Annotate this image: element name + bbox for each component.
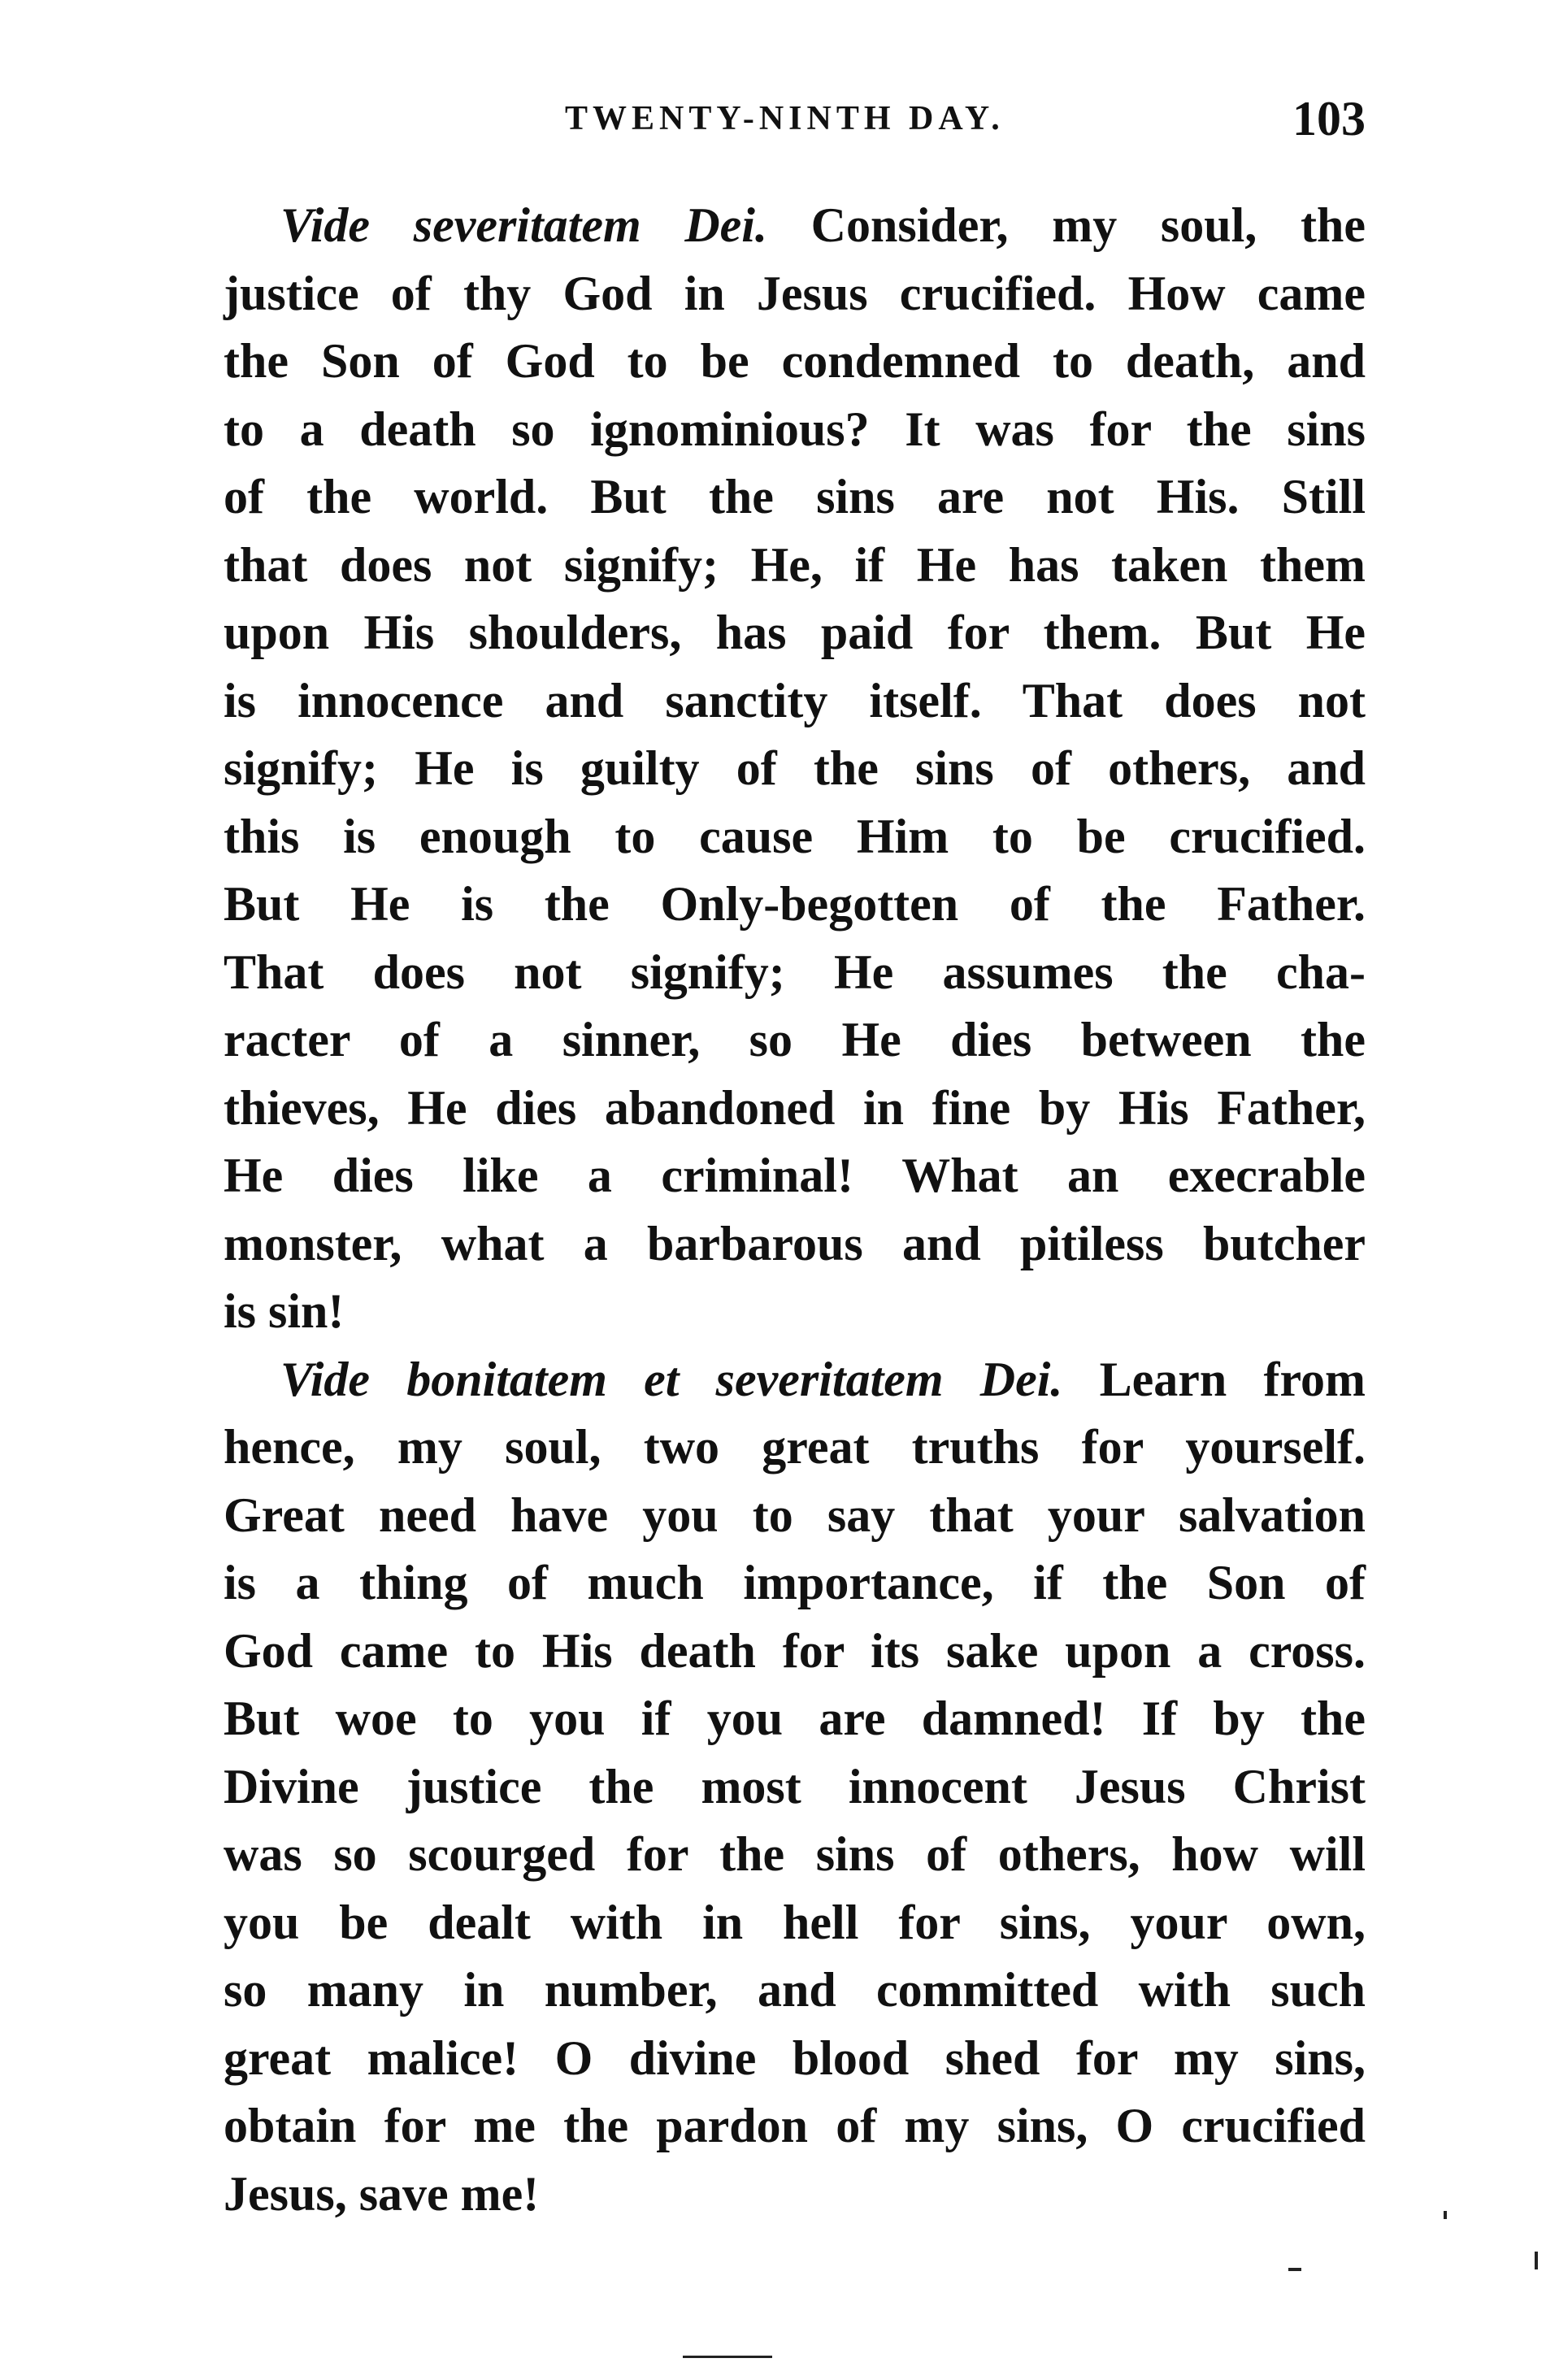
line-text: this is enough to cause Him to be crucified. [224, 809, 1366, 863]
line-text: so many in number, and committed with such [224, 1963, 1366, 2017]
text-line [224, 260, 1366, 328]
line-text: He dies like a criminal! What an execrable [224, 1149, 1366, 1202]
text-line [224, 1821, 1366, 1889]
text-line [224, 1889, 1366, 1957]
text-line [224, 463, 1366, 532]
line-text: great malice! O divine blood shed for my sins, [224, 2030, 1366, 2085]
print-speck [1288, 2268, 1301, 2271]
latin-phrase: Vide severitatem Dei. [280, 198, 767, 252]
text-line [224, 1753, 1366, 1822]
text-line [224, 1618, 1366, 1686]
line-text: signify; He is guilty of the sins of others, and [224, 741, 1366, 795]
text-line [224, 532, 1366, 600]
print-speck [1535, 2252, 1538, 2269]
line-text: justice of thy God in Jesus crucified. How came [224, 266, 1366, 320]
text-line [224, 396, 1366, 464]
latin-phrase: Vide bonitatem et severitatem Dei. [280, 1352, 1063, 1406]
line-text: But He is the Only-begotten of the Father. [224, 877, 1366, 931]
text-line [224, 2025, 1366, 2093]
text-line [224, 2092, 1366, 2161]
text-line [224, 1685, 1366, 1753]
line-text: racter of a sinner, so He dies between the [224, 1013, 1366, 1066]
line-text: hence, my soul, two great truths for yourself. [224, 1420, 1366, 1474]
line-text: God came to His death for its sake upon a cross. [224, 1623, 1366, 1678]
text-line [224, 871, 1366, 939]
page-header [224, 91, 1366, 156]
line-text: thieves, He dies abandoned in fine by His Father, [224, 1080, 1366, 1135]
line-text: that does not signify; He, if He has taken them [224, 537, 1366, 592]
running-head: TWENTY-NINTH DAY. [565, 100, 1005, 137]
text-line [224, 1482, 1366, 1550]
text-line [224, 1142, 1366, 1210]
text-line [224, 1006, 1366, 1075]
line-text: That does not signify; He assumes the cha- [224, 945, 1366, 999]
line-text: of the world. But the sins are not His. Still [224, 470, 1366, 523]
text-line [224, 599, 1366, 667]
text-line [224, 667, 1366, 736]
line-text: is innocence and sanctity itself. That does not [224, 673, 1366, 727]
text-line [224, 735, 1366, 803]
text-line [224, 1414, 1366, 1482]
text-line [224, 2161, 1366, 2229]
page-number: 103 [1292, 92, 1366, 145]
line-text: upon His shoulders, has paid for them. But He [224, 606, 1366, 659]
line-text: Divine justice the most innocent Jesus Christ [224, 1759, 1366, 1813]
line-text: to a death so ignominious? It was for the sins [224, 402, 1366, 456]
line-text: you be dealt with in hell for sins, your own, [224, 1895, 1366, 1949]
line-text: Jesus, save me! [224, 2166, 540, 2221]
line-text: Consider, my soul, the [766, 198, 1366, 252]
text-line [224, 1346, 1366, 1414]
text-line [224, 1549, 1366, 1618]
paragraph [224, 1346, 1366, 2229]
line-text: is a thing of much importance, if the Son of [224, 1556, 1366, 1609]
print-speck [683, 2356, 772, 2358]
paragraph [224, 192, 1366, 1346]
line-text: is sin! [224, 1284, 345, 1338]
line-text: monster, what a barbarous and pitiless butcher [224, 1216, 1366, 1270]
text-line [224, 1278, 1366, 1346]
line-text: Great need have you to say that your salvation [224, 1488, 1366, 1542]
line-text: But woe to you if you are damned! If by the [224, 1692, 1366, 1745]
line-text: obtain for me the pardon of my sins, O crucified [224, 2099, 1366, 2152]
line-text: Learn from [1062, 1352, 1366, 1406]
body-text [224, 192, 1366, 2228]
line-text: was so scourged for the sins of others, how will [224, 1827, 1366, 1881]
text-line [224, 803, 1366, 871]
text-line [224, 1210, 1366, 1279]
print-speck [1444, 2211, 1447, 2219]
text-line [224, 1075, 1366, 1143]
text-line [224, 939, 1366, 1007]
text-line [224, 328, 1366, 396]
text-line [224, 192, 1366, 260]
text-line [224, 1957, 1366, 2025]
line-text: the Son of God to be condemned to death, and [224, 334, 1366, 388]
